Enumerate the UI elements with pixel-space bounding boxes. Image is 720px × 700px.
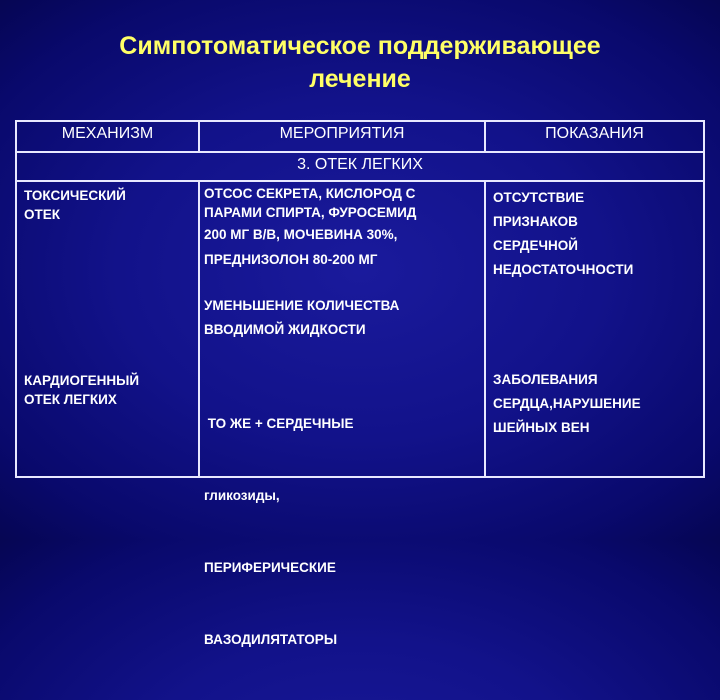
- row1-measures-line: 200 МГ В/В, МОЧЕВИНА 30%,: [204, 227, 398, 242]
- treatment-table: [15, 120, 705, 647]
- row1-mechanism-line: ТОКСИЧЕСКИЙ: [24, 188, 126, 203]
- header-mechanism: МЕХАНИЗМ: [61, 125, 154, 142]
- row1-measures-line: ПРЕДНИЗОЛОН 80-200 МГ: [204, 252, 378, 267]
- section-title: 3. ОТЕК ЛЕГКИХ: [297, 156, 423, 173]
- section-separator: [15, 180, 705, 182]
- header-separator: [15, 151, 705, 153]
- row2-indications-line: СЕРДЦА,НАРУШЕНИЕ: [493, 396, 641, 411]
- row1-measures: [204, 184, 416, 273]
- row1-extra-line: УМЕНЬШЕНИЕ КОЛИЧЕСТВА: [204, 298, 400, 313]
- row2-mechanism-line: ОТЕК ЛЕГКИХ: [24, 392, 117, 407]
- row2-measures-line: ПЕРИФЕРИЧЕСКИЕ: [204, 560, 336, 575]
- row2-measures-line: гликозиды,: [204, 488, 280, 503]
- header-measures: МЕРОПРИЯТИЯ: [279, 125, 405, 142]
- row2-indications: [493, 368, 641, 440]
- slide-title-line-1: Симпотоматическое поддерживающее: [119, 32, 601, 60]
- table-border-top: [15, 120, 705, 122]
- row1-indications: [493, 186, 633, 282]
- row1-indications-line: СЕРДЕЧНОЙ: [493, 238, 578, 253]
- row2-mechanism: [24, 371, 139, 409]
- row2-measures-line: ТО ЖЕ + СЕРДЕЧНЫЕ: [204, 416, 354, 431]
- row2-mechanism-line: КАРДИОГЕННЫЙ: [24, 373, 140, 388]
- row2-measures-line: ВАЗОДИЛЯТАТОРЫ: [204, 632, 338, 647]
- table-border-right: [703, 120, 705, 478]
- slide-title-line-2: лечение: [309, 65, 411, 93]
- header-indications: ПОКАЗАНИЯ: [545, 125, 644, 142]
- column-divider-1: [198, 180, 200, 478]
- row1-mechanism-line: ОТЕК: [24, 207, 60, 222]
- row1-indications-line: НЕДОСТАТОЧНОСТИ: [493, 262, 634, 277]
- row1-mechanism: [24, 186, 126, 224]
- row2-indications-line: ЗАБОЛЕВАНИЯ: [493, 372, 598, 387]
- row1-measures-line: ОТСОС СЕКРЕТА, КИСЛОРОД С: [204, 186, 416, 201]
- row2-measures: [204, 364, 354, 700]
- row1-measures-line: ПАРАМИ СПИРТА, ФУРОСЕМИД: [204, 205, 417, 220]
- slide-title: [40, 30, 680, 96]
- row1-extra-line: ВВОДИМОЙ ЖИДКОСТИ: [204, 322, 366, 337]
- column-divider-2: [484, 180, 486, 478]
- row1-extra-measures: [204, 294, 399, 342]
- row2-indications-line: ШЕЙНЫХ ВЕН: [493, 420, 590, 435]
- row1-indications-line: ОТСУТСТВИЕ: [493, 190, 585, 205]
- table-border-bottom: [15, 476, 705, 478]
- row1-indications-line: ПРИЗНАКОВ: [493, 214, 578, 229]
